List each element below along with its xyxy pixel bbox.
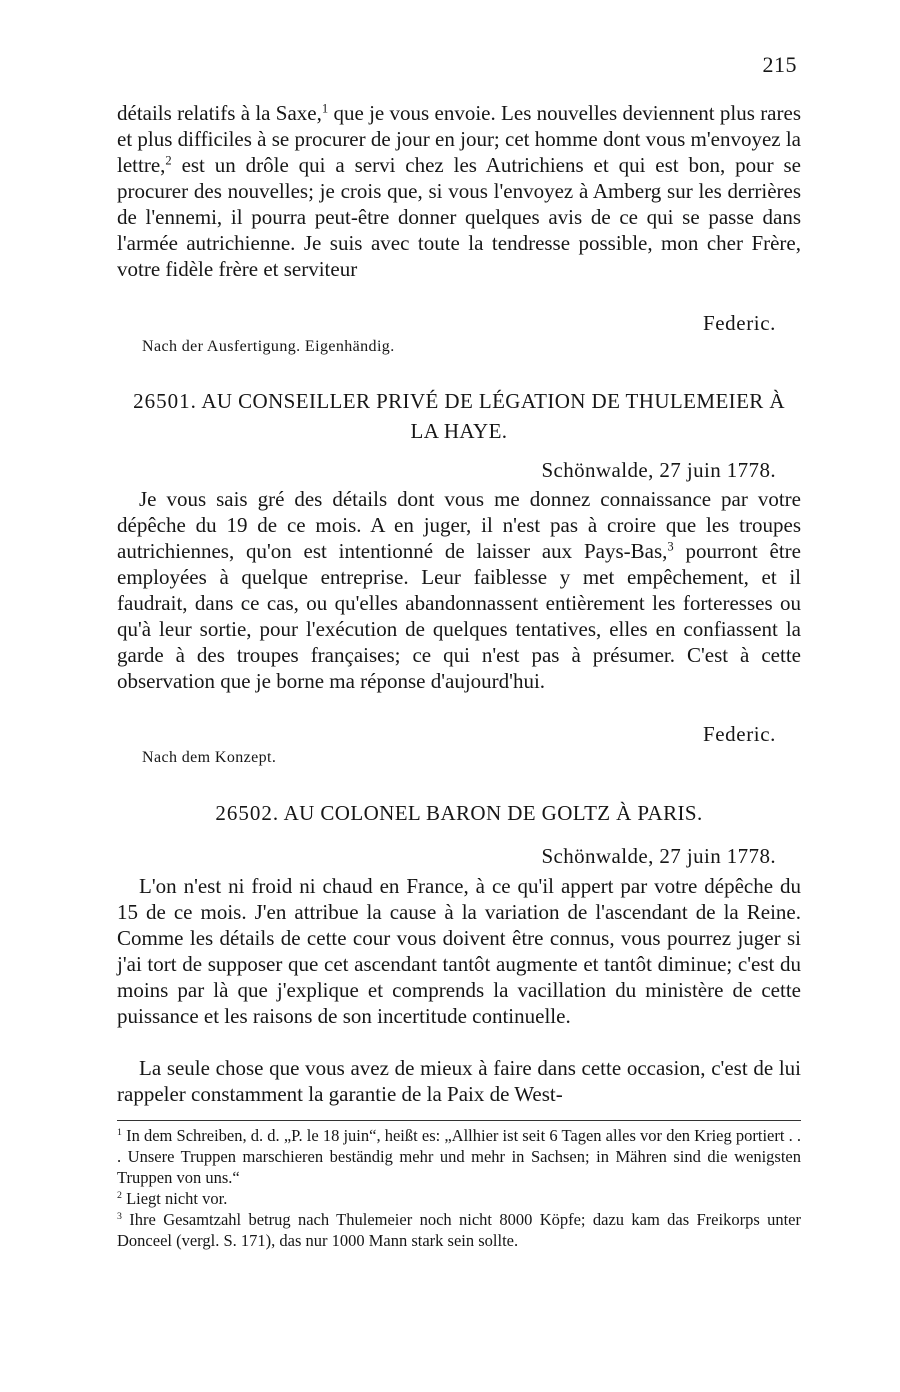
source-note-1: Nach der Ausfertigung. Eigenhändig.	[142, 338, 395, 355]
footnote-text-3: Ihre Gesamtzahl betrug nach Thulemeier noch nicht 8000 Köpfe; dazu kam das Freikorps unter Donceel (vergl. S. 171), das nur 1000 Mann stark sein sollte.	[117, 1210, 801, 1250]
footnote-divider	[117, 1120, 801, 1121]
footnote-ref-2: 2	[165, 153, 172, 168]
letter-title-26502: AU COLONEL BARON DE GOLTZ À PARIS.	[283, 801, 703, 825]
source-note-2: Nach dem Konzept.	[142, 749, 277, 766]
letter-title-26501: AU CONSEILLER PRIVÉ DE LÉGATION DE THULEMEIER À LA HAYE.	[201, 389, 785, 443]
footnote-1	[117, 1125, 801, 1188]
footnote-ref-3: 3	[667, 539, 674, 554]
continuation-paragraph	[117, 100, 801, 282]
footnote-ref-1: 1	[321, 101, 329, 116]
dateline-26502: Schönwalde, 27 juin 1778.	[541, 844, 776, 868]
footnote-marker-3: 3	[117, 1211, 122, 1223]
letter-heading-26501	[117, 386, 801, 446]
letter-number-26501: 26501.	[133, 389, 197, 413]
letter-body-26501	[117, 486, 801, 694]
letter-heading-26502	[117, 798, 801, 828]
letter-number-26502: 26502.	[215, 801, 280, 825]
footnote-text-2: Liegt nicht vor.	[121, 1189, 228, 1208]
signature-federic-1: Federic.	[702, 311, 776, 335]
footnote-2	[117, 1188, 801, 1209]
dateline-26501: Schönwalde, 27 juin 1778.	[541, 458, 776, 482]
footnotes	[117, 1125, 801, 1251]
continuation-text-3: est un drôle qui a servi chez les Autrichiens et qui est bon, pour se procurer des nouvelles; je crois que, si vous l'envoyez à Amberg sur les derrières de l'ennemi, il pourra peut-être donner quelques avis de ce qui se passe dans l'armée autrichienne. Je suis avec toute la tendresse possible, mon cher Frère, votre fidèle frère et serviteur	[117, 153, 801, 281]
footnote-marker-1: 1	[117, 1127, 122, 1139]
footnote-marker-2: 2	[117, 1190, 122, 1202]
continuation-text-2: que je vous envoie. Les nouvelles deviennent plus rares et plus difficiles à se procurer de jour en jour; cet homme dont vous m'envoyez la lettre,	[117, 101, 801, 177]
letter-26501-text-1: Je vous sais gré des détails dont vous me donnez connaissance par votre dépêche du 19 de ce mois. A en juger, il n'est pas à croire que les troupes autrichiennes, qu'on est intentionné de laisser aux Pays-Bas,	[117, 487, 801, 563]
letter-26502-paragraph-1: L'on n'est ni froid ni chaud en France, à ce qu'il appert par votre dépêche du 15 de ce mois. J'en attribue la cause à la variation de l'ascendant de la Reine. Comme les détails de cette cour vous doivent être connus, vous pourrez juger si j'ai tort de supposer que cet ascendant tantôt augmente et tantôt diminue; c'est du moins par là que j'explique et comprends la vacillation du ministère de cette puissance et les raisons de son incertitude continuelle.	[117, 874, 801, 1028]
letter-26502-paragraph-2: La seule chose que vous avez de mieux à faire dans cette occasion, c'est de lui rappeler constamment la garantie de la Paix de West-	[117, 1056, 801, 1106]
footnote-text-1: In dem Schreiben, d. d. „P. le 18 juin“, heißt es: „Allhier ist seit 6 Tagen alles vor den Krieg portiert . . . Unsere Truppen marschieren beständig mehr und mehr in Sachsen; in Mähren sind die wenigsten Truppen von uns.“	[117, 1126, 801, 1187]
continuation-text-1: détails relatifs à la Saxe,	[117, 101, 322, 125]
page-number: 215	[762, 52, 797, 77]
letter-26501-text-2: pourront être employées à quelque entreprise. Leur faiblesse y met empêchement, et il faudrait, dans ce cas, ou qu'elles abandonnassent entièrement les forteresses ou qu'à leur sortie, pour l'exécution de quelques tentatives, elles en confiassent la garde à des troupes françaises; ce qui n'est pas à présumer. C'est à cette observation que je borne ma réponse d'aujourd'hui.	[117, 539, 801, 693]
signature-federic-2: Federic.	[702, 722, 776, 746]
footnote-3	[117, 1209, 801, 1251]
